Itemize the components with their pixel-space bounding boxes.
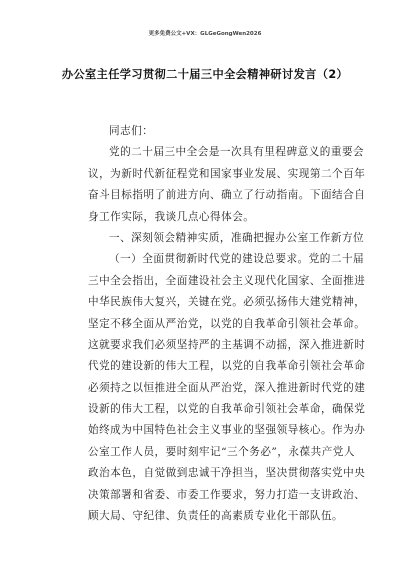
body-line: 同志们： [109,125,154,137]
body-line: 奋斗目标指明了前进方向、确立了行动指南。下面结合自 [88,189,366,202]
body-line: 顾大局、守纪律、负责任的高素质专业化干部队伍。 [88,510,344,523]
body-line: 党的二十届三中全会是一次具有里程碑意义的重要会 [109,146,365,159]
body-line: 代党的建设新的伟大工程，以党的自我革命引领社会革命 [88,360,366,373]
body-line: 议，为新时代新征程党和国家事业发展、实现第二个百年 [88,167,366,180]
body-line: 身工作实际，我谈几点心得体会。 [88,210,255,223]
body-line: 中华民族伟大复兴，关键在党。必须弘扬伟大建党精神， [88,296,366,309]
body-line: 始终成为中国特色社会主义事业的坚强领导核心。作为办 [88,424,366,437]
document-title: 办公室主任学习贯彻二十届三中全会精神研讨发言（2） [61,68,349,81]
body-line: 一、深刻领会精神实质，准确把握办公室工作新方位 [109,231,365,244]
body-line: 坚定不移全面从严治党，以党的自我革命引领社会革命。 [88,317,366,330]
document-body [88,121,366,527]
body-line: 政治本色，自觉做到忠诚干净担当，坚决贯彻落实党中央 [88,467,366,480]
body-line: 三中全会指出，全面建设社会主义现代化国家、全面推进 [88,274,366,287]
body-line: （一）全面贯彻新时代党的建设总要求。党的二十届 [109,253,365,266]
body-line: 这就要求我们必须坚持严的主基调不动摇，深入推进新时 [88,338,366,351]
body-line: 决策部署和省委、市委工作要求，努力打造一支讲政治、 [88,488,366,501]
header-note: 更多免费公文+VX：GLGeGongWen2026 [148,31,262,37]
body-line: 公室工作人员，要时刻牢记“三个务必”，永葆共产党人 [88,445,355,458]
body-line: 必须持之以恒推进全面从严治党，深入推进新时代党的建 [88,381,366,394]
body-line: 设新的伟大工程，以党的自我革命引领社会革命，确保党 [88,403,366,416]
